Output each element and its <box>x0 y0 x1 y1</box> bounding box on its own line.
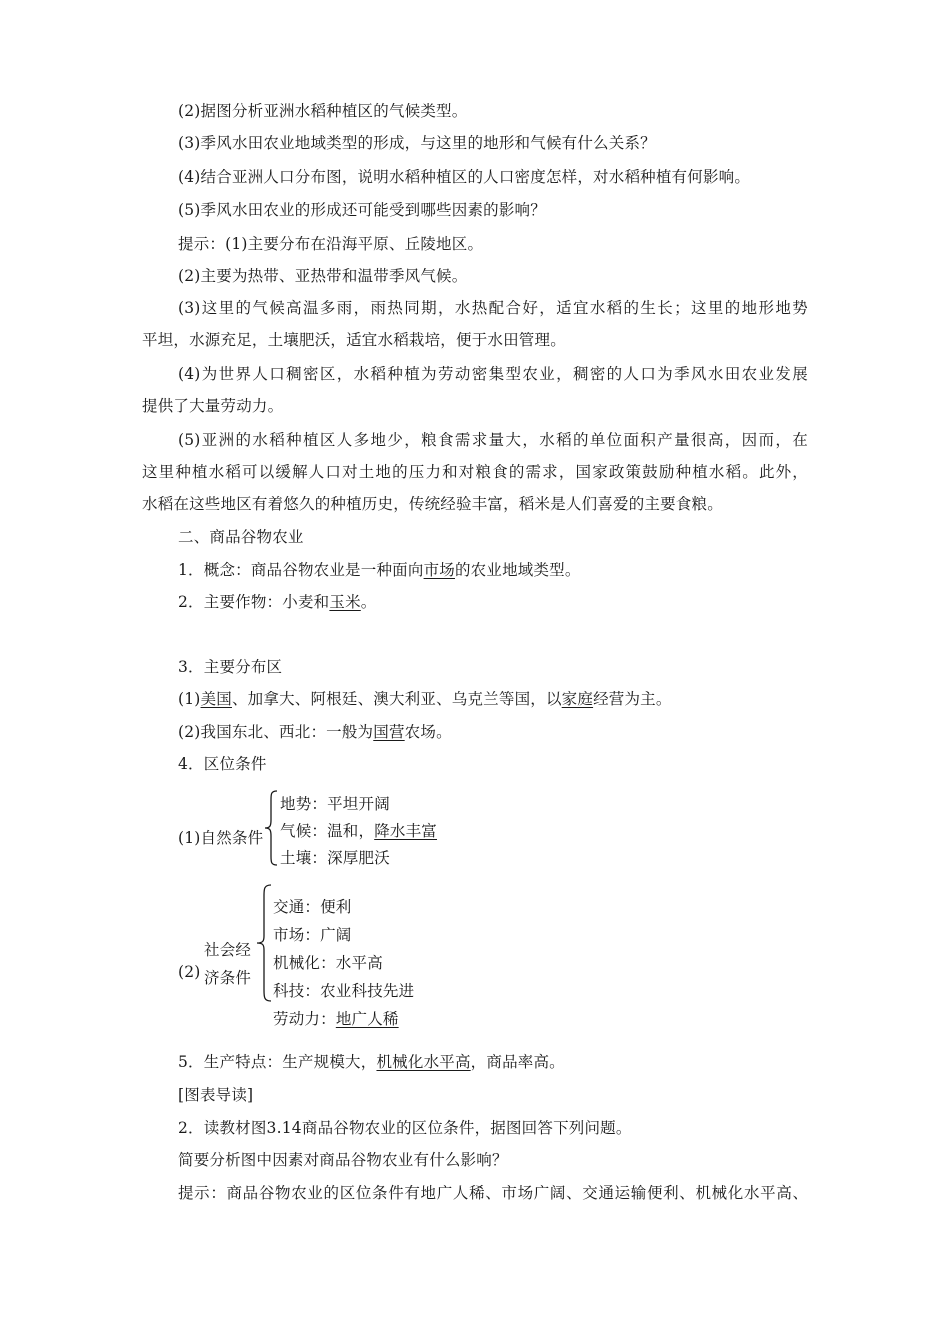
location-heading: 4．区位条件 <box>178 755 267 773</box>
social-labor: 劳动力：地广人稀 <box>273 1010 399 1028</box>
hint-answer-4-line-1: (4)为世界人口稠密区，水稻种植为劳动密集型农业，稠密的人口为季风水田农业发展 <box>178 365 808 383</box>
underlined-answer: 家庭 <box>561 690 594 708</box>
hint-answer-1: 提示：(1)主要分布在沿海平原、丘陵地区。 <box>178 235 484 253</box>
underlined-answer: 美国 <box>200 690 232 708</box>
social-technology: 科技：农业科技先进 <box>273 982 415 1000</box>
social-mechanization: 机械化：水平高 <box>273 954 383 972</box>
hint-answer-4-line-2: 提供了大量劳动力。 <box>142 397 284 415</box>
chart-reading-subquestion: 简要分析图中因素对商品谷物农业有什么影响？ <box>178 1151 508 1169</box>
left-brace-icon <box>255 884 273 1002</box>
hint-answer-5-line-3: 水稻在这些地区有着悠久的种植历史，传统经验丰富，稻米是人们喜爱的主要食粮。 <box>142 495 723 513</box>
distribution-item-1: (1)美国、加拿大、阿根廷、澳大利亚、乌克兰等国，以家庭经营为主。 <box>178 690 672 708</box>
hint-answer-3-line-1: (3)这里的气候高温多雨，雨热同期，水热配合好，适宜水稻的生长；这里的地形地势 <box>178 299 808 317</box>
hint-answer-5-line-2: 这里种植水稻可以缓解人口对土地的压力和对粮食的需求，国家政策鼓励种植水稻。此外， <box>142 463 808 481</box>
concept-line: 1．概念：商品谷物农业是一种面向市场的农业地域类型。 <box>178 561 581 579</box>
crops-line: 2．主要作物：小麦和玉米。 <box>178 593 377 611</box>
social-conditions-label-1: 社会经 <box>204 941 252 959</box>
natural-conditions-label: (1)自然条件 <box>178 829 264 847</box>
social-transport: 交通：便利 <box>273 898 352 916</box>
underlined-answer: 机械化水平高 <box>376 1053 471 1071</box>
production-features: 5．生产特点：生产规模大，机械化水平高，商品率高。 <box>178 1053 565 1071</box>
natural-terrain: 地势：平坦开阔 <box>280 795 390 813</box>
hint-answer-3-line-2: 平坦，水源充足，土壤肥沃，适宜水稻栽培，便于水田管理。 <box>142 331 566 349</box>
chart-reading-question: 2．读教材图3.14商品谷物农业的区位条件，据图回答下列问题。 <box>178 1119 632 1137</box>
social-conditions-label-2: 济条件 <box>204 969 252 987</box>
chart-reading-hint: 提示：商品谷物农业的区位条件有地广人稀、市场广阔、交通运输便利、机械化水平高、 <box>178 1184 808 1202</box>
question-3: (3)季风水田农业地域类型的形成，与这里的地形和气候有什么关系？ <box>178 134 656 152</box>
underlined-answer: 国营 <box>373 723 405 741</box>
hint-answer-2: (2)主要为热带、亚热带和温带季风气候。 <box>178 267 468 285</box>
section-heading: 二、商品谷物农业 <box>178 528 304 546</box>
hint-answer-5-line-1: (5)亚洲的水稻种植区人多地少，粮食需求量大，水稻的单位面积产量很高，因而，在 <box>178 431 808 449</box>
underlined-answer: 玉米 <box>329 593 361 611</box>
question-4: (4)结合亚洲人口分布图，说明水稻种植区的人口密度怎样，对水稻种植有何影响。 <box>178 168 751 186</box>
question-5: (5)季风水田农业的形成还可能受到哪些因素的影响？ <box>178 201 546 219</box>
chart-reading-heading: [图表导读] <box>178 1086 254 1104</box>
distribution-item-2: (2)我国东北、西北：一般为国营农场。 <box>178 723 452 741</box>
left-brace-icon <box>263 790 279 866</box>
natural-soil: 土壤：深厚肥沃 <box>280 849 390 867</box>
question-2: (2)据图分析亚洲水稻种植区的气候类型。 <box>178 102 468 120</box>
underlined-answer: 地广人稀 <box>335 1010 399 1028</box>
natural-climate: 气候：温和，降水丰富 <box>280 822 438 840</box>
social-conditions-number: (2) <box>178 963 201 981</box>
social-market: 市场：广阔 <box>273 926 352 944</box>
underlined-answer: 降水丰富 <box>374 822 438 840</box>
underlined-answer: 市场 <box>423 561 455 579</box>
distribution-heading: 3．主要分布区 <box>178 658 283 676</box>
